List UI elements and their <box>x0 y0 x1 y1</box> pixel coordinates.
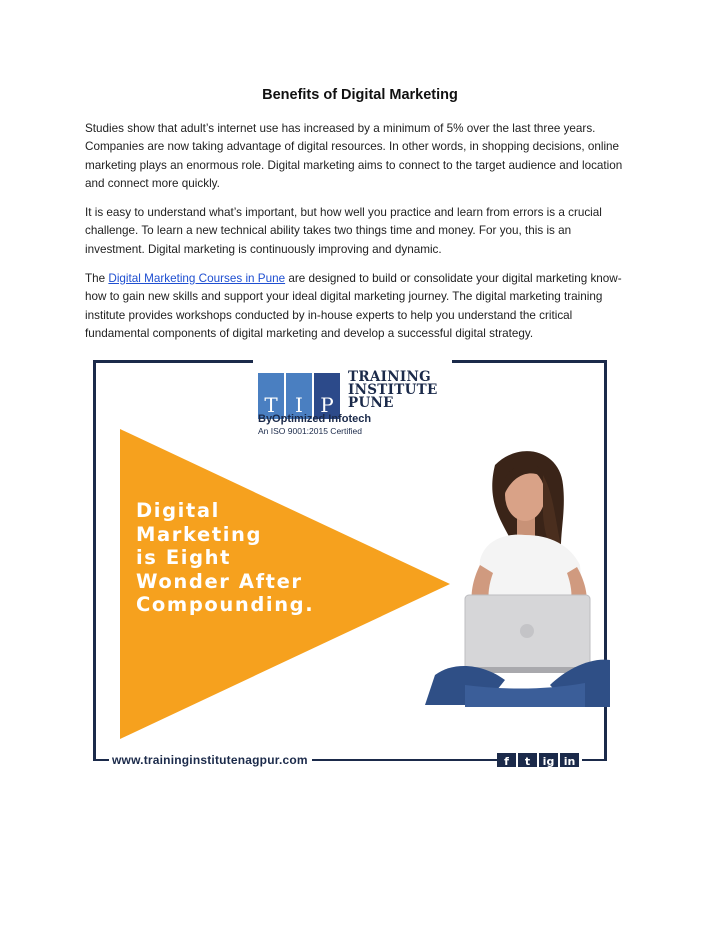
logo-letter-p: P <box>314 373 340 419</box>
logo-by-line: ByOptimized Infotech <box>258 413 372 425</box>
logo-name <box>348 371 438 410</box>
headline-line: Compounding. <box>136 593 315 616</box>
instagram-icon[interactable]: ig <box>539 753 558 767</box>
frame-line <box>452 360 607 363</box>
headline-line: is Eight <box>136 546 232 569</box>
tip-logo <box>258 369 458 436</box>
twitter-icon[interactable]: t <box>518 753 537 767</box>
frame-line <box>582 759 607 761</box>
promo-banner <box>90 357 610 767</box>
frame-line <box>93 759 109 761</box>
headline-line: Wonder After <box>136 569 303 593</box>
logo-letter-i: I <box>286 373 312 419</box>
frame-line <box>93 360 96 760</box>
frame-line <box>312 759 497 761</box>
paragraph-2: It is easy to understand what’s important, but how well you practice and learn from errors is a crucial challenge. To learn a new technical ability takes two things time and money. For you, this is an investment. Digital marketing is continuously improving and dynamic. <box>85 206 602 256</box>
paragraph-3-intro: The <box>85 272 109 285</box>
headline-line: Marketing <box>136 522 263 546</box>
logo-name-line: PUNE <box>348 395 394 411</box>
headline-line: Digital <box>136 499 220 522</box>
banner-headline <box>136 499 314 617</box>
paragraph-3 <box>85 270 633 343</box>
digital-marketing-courses-link[interactable]: Digital Marketing Courses in Pune <box>108 272 286 285</box>
paragraph-3-body: are designed to build or consolidate your digital marketing know-how to gain new skills and support your ideal digital marketing journey. The digital marketing training institute provides workshops conducted by in-house experts to help you understand the critical fundamental components of digital marketing and develop a successful digital strategy. <box>85 272 622 340</box>
logo-name-line: TRAINING <box>348 369 431 385</box>
logo-name-line: INSTITUTE <box>348 382 438 398</box>
page-title: Benefits of Digital Marketing <box>262 87 458 103</box>
frame-line <box>93 360 253 363</box>
paragraph-1: Studies show that adult’s internet use has increased by a minimum of 5% over the last three years. Companies are now taking advantage of digital resources. In other words, in shopping decisions, online marketing plays an enormous role. Digital marketing aims to connect to the target audience and location and connect more quickly. <box>85 122 623 190</box>
social-icons <box>497 753 579 767</box>
logo-iso-line: An ISO 9001:2015 Certified <box>258 426 362 436</box>
woman-with-laptop-illustration <box>425 445 610 710</box>
website-url[interactable]: www.traininginstitutenagpur.com <box>112 753 308 767</box>
linkedin-icon[interactable]: in <box>560 753 579 767</box>
facebook-icon[interactable]: f <box>497 753 516 767</box>
logo-letter-t: T <box>258 373 284 419</box>
